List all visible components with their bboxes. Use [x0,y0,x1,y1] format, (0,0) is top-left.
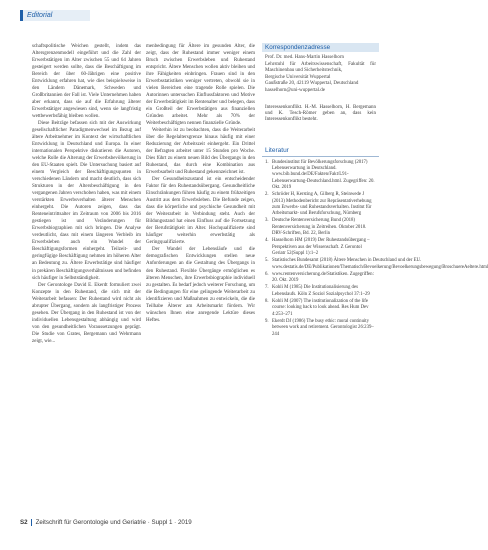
reference-item: 9. Ekerdt DJ (1986) The busy ethic: moral continuity between work and retirement. Gerontologist 26:239–244 [265,318,374,337]
correspondence-address [262,55,379,95]
address-line: Bergische Universität Wuppertal [265,74,331,80]
page-number: S2 [20,519,28,527]
section-label: Editorial [20,10,90,21]
address-line: Prof. Dr. med. Hans-Martin Hasselhorn [265,55,345,60]
reference-item: 8. Kohli M (2007) The institutionalization of the life course: looking back to look ahead. Res Hum Dev 4:253–271 [265,299,369,317]
footer-divider [31,519,32,526]
reference-item: 3. Deutsche Rentenversicherung Bund (2018) Rentenversicherung in Zeitreihen. Oktober 2018. DRV-Schriften, Bd. 22, Berlin [265,218,367,237]
paragraph: Der Wandel der Lebensläufe und die demografischen Entwicklungen stellen neue Anforderungen an die Gestaltung des Übergangs in den Ruhestand. Flexible Übergänge ermöglichen es älteren Menschen, ihre Erwerbsbiographie individuell zu gestalten. Es bedarf jedoch weiterer Forschung, um die Bedingungen für eine gelingende Weiterarbeit zu identifizieren und Maßnahmen zu entwickeln, die die Teilhabe Älterer am Arbeitsmarkt fördern. Wir wünschen Ihnen eine anregende Lektüre dieses Heftes. [146,247,255,323]
address-line: Lehrstuhl für Arbeitswissenschaft, Fakultät für Maschinenbau und Sicherheitstechnik, [265,61,376,74]
reference-item: 6. www.rentenversicherung.de/Statistiken. Zugegriffen: 20. Okt. 2019 [265,271,374,284]
correspondence-heading: Korrespondenzadresse [262,43,379,52]
paragraph: menbedingung für Ältere im gesunden Alter, die zeigt, dass der Ruhestand immer weniger einem Bruch zwischen Erwerbsleben und Ruhestand entspricht. Ältere Menschen wollen aktiv bleiben und ihre Fähigkeiten einbringen. Frauen sind in den Erwerbsstatistiken weniger vertreten, obwohl sie in vielen Bereichen eine tragende Rolle spielen. Die Autorinnen untersuchen Einflussfaktoren und Motive der Erwerbstätigkeit im Rentenalter und belegen, dass ein Großteil der Erwerbstätigen aus finanziellen Gründen arbeitet. Mehr als 70% der Weiterbeschäftigten nennen finanzielle Gründe. [146,44,255,127]
body-column-1 [32,43,141,345]
reference-item: 5. Statistisches Bundesamt (2018) Ältere Menschen in Deutschland und der EU. www.destatis.de/DE/Publikationen/Thematisch/Bevoelkerung/Bevoelkerungsbewegung/BroschuereAeltere.html [265,258,488,270]
literature-heading: Literatur [262,146,379,157]
address-line: Gaußstraße 20, 42119 Wuppertal, Deutschland [265,81,359,87]
email-link[interactable]: hasselhorn@uni-wuppertal.de [265,87,326,93]
reference-item: 1. Bundesinstitut für Bevölkerungsforschung (2017) Lebenserwartung in Deutschland. www.bib.bund.de/DE/Fakten/Fakt/L91-Lebenserwartung-Deutschland.html. Zugegriffen: 20. Okt. 2019 [265,159,375,190]
body-column-2 [146,43,255,324]
paragraph: Diese Beiträge befassen sich mit der Auswirkung gesellschaftlicher Paradigmenwechsel im Bezug auf ältere Arbeitnehmer im Kontext der wirtschaftlichen Entwicklung in Deutschland und Europa. In einer internationalen Perspektive diskutieren die Autoren, welche Rolle die Alterung der Erwerbsbevölkerung in den EU-Staaten spielt. Die Untersuchung basiert auf einem Vergleich der Beschäftigungsquoten in verschiedenen Ländern und macht deutlich, dass sich Strukturen in der Altersbeschäftigung in den vergangenen Jahren verschoben haben, was mit einem verstärkten Erwerbsverhalten älterer Menschen einhergeht. Die Autoren zeigen, dass das Renteneintrittsalter im Zeitraum von 2006 bis 2016 gestiegen ist und Veränderungen für Erwerbsbiographien mit sich bringen. Die Analyse verdeutlicht, dass mit einem längeren Verbleib im Erwerbsleben auch ein Wandel der Beschäftigungsformen einhergeht. Teilzeit- und geringfügige Beschäftigung nehmen im höheren Alter an Bedeutung zu. Ältere Erwerbstätige sind häufiger in prekären Beschäftigungsverhältnissen und befinden sich häufiger in Selbstständigkeit. [32,121,141,281]
sidebar-column [262,43,488,339]
reference-item: 2. Schröder H, Kersting A, Gilberg R, Steinwede J (2013) Methodenbericht zur Repräsentativerhebung zum Erwerbs- und Ruhestandsverhalten. Institut für Arbeitsmarkt- und Berufsforschung, Nürnberg [265,192,372,217]
paragraph: Der Gesundheitszustand ist ein entscheidender Faktor für den Ruhestandsübergang. Gesundheitliche Einschränkungen führen häufig zu einem frühzeitigen Austritt aus dem Erwerbsleben. Die Befunde zeigen, dass die körperliche und psychische Gesundheit mit der Weiterarbeit in Verbindung steht. Auch der Bildungsstand hat einen Einfluss auf die Fortsetzung der Berufstätigkeit im Alter. Hochqualifizierte sind häufiger weiterhin erwerbstätig als Geringqualifizierte. [146,177,255,246]
paragraph: Weiterhin ist zu beobachten, dass die Weiterarbeit über die Regelaltersgrenze hinaus häufig mit einer Reduzierung der Arbeitszeit einhergeht. Ein Drittel der Befragten arbeitet unter 15 Stunden pro Woche. Dies führt zu einem neuen Bild des Übergangs in den Ruhestand, das durch eine Kombination aus Erwerbsarbeit und Ruhestand gekennzeichnet ist. [146,128,255,176]
paragraph: Der Gerontologe David E. Ekerdt formuliert zwei Konzepte in den Ruhestand, die sich mit der Weiterarbeit befassen: Der Ruhestand wird nicht als abrupter Übergang, sondern als langfristiger Prozess gesehen. Der Übergang in den Ruhestand ist von der individuellen Lebensgestaltung abhängig und wird von den gesundheitlichen Voraussetzungen geprägt. Die Studie von Grates, Bergemann und Wehrmann zeigt, wie... [32,282,141,344]
reference-item: 7. Kohli M (1985) Die Institutionalisierung des Lebenslaufs. Köln Z Soziol Sozialpsychol 37:1–29 [265,285,370,297]
paragraph: schaftspolitische Weichen gestellt, indem das Altersgrenzenmodell eingeführt und die Zahl der Erwerbstätigen im Alter zwischen 55 und 64 Jahren gesteigert werden sollte, dass die Beschäftigung im Bereich der über 60-Jährigen eine positive Entwicklung erfahren hat, wie dies beispielsweise in den Ländern Dänemark, Schweden und Großbritannien der Fall ist. Viele Unternehmen haben aber erkannt, dass sie auf die Erfahrung älterer Erwerbstätiger angewiesen sind, wenn sie langfristig wettbewerbsfähig bleiben wollen. [32,44,141,120]
page-footer [20,519,192,527]
reference-item: 4. Hasselhorn HM (2019) Der Ruhestandsübergang – Perspektiven aus der Wissenschaft. Z Gerontol Geriatr 52(Suppl 1):1–2 [265,238,370,256]
journal-name: Zeitschrift für Gerontologie und Geriatrie · Suppl 1 · 2019 [35,519,192,527]
reference-list [262,159,488,338]
conflict-of-interest: Interessenkonflikt. H.-M. Hasselhorn, H. Bergemann und K. Tesch-Römer geben an, dass kein Interessenkonflikt besteht. [265,104,376,123]
